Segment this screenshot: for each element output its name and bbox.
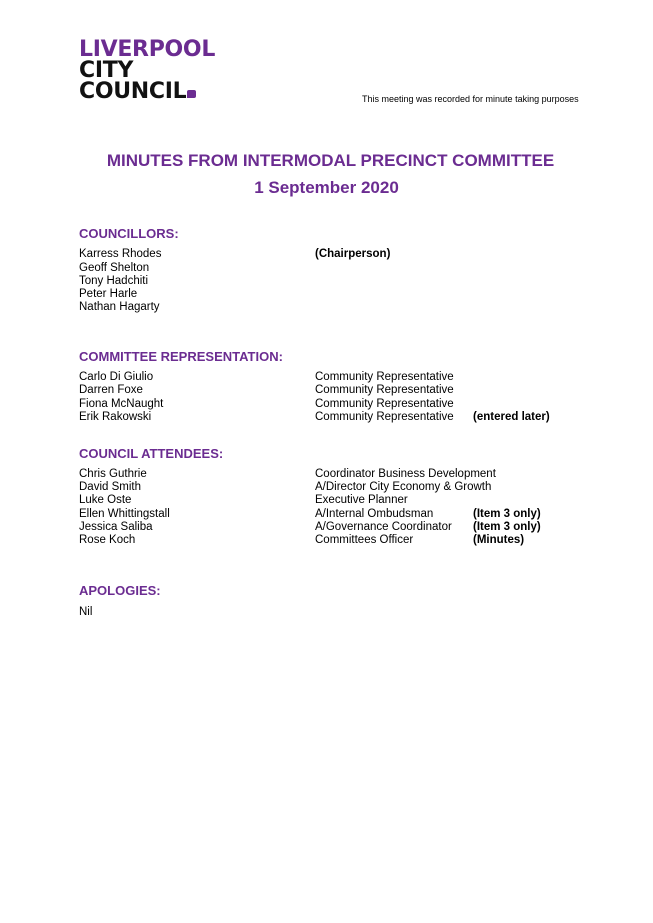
attendee-name: Tony Hadchiti: [79, 275, 149, 287]
attendee-name: Chris Guthrie: [79, 468, 147, 480]
attendee-role: Community Representative: [315, 371, 454, 383]
attendee-name: Fiona McNaught: [79, 398, 164, 410]
meeting-date: 1 September 2020: [254, 178, 399, 197]
attendee-role: Executive Planner: [315, 494, 408, 506]
attendee-name: Nathan Hagarty: [79, 301, 160, 313]
logo-line-3-text: COUNCIL: [79, 79, 187, 104]
attendee-note: (Item 3 only): [473, 508, 541, 520]
councillors-heading: COUNCILLORS:: [79, 226, 179, 241]
attendee-role: A/Governance Coordinator: [315, 521, 452, 533]
document-title: MINUTES FROM INTERMODAL PRECINCT COMMITTEE: [106, 151, 555, 170]
attendee-note: (Item 3 only): [473, 521, 541, 533]
attendee-name: Jessica Saliba: [79, 521, 153, 533]
attendee-name: Erik Rakowski: [79, 411, 152, 423]
attendee-name: Peter Harle: [79, 288, 138, 300]
attendee-role: Committees Officer: [315, 534, 414, 546]
attendee-note: (Minutes): [473, 534, 525, 546]
attendee-role: Community Representative: [315, 398, 454, 410]
attendee-name: Karress Rhodes: [79, 248, 162, 260]
attendee-name: Luke Oste: [79, 494, 132, 506]
committee-representation-heading: COMMITTEE REPRESENTATION:: [79, 349, 283, 364]
attendee-name: Geoff Shelton: [79, 262, 150, 274]
attendee-role: Coordinator Business Development: [315, 468, 496, 480]
attendee-note: (Chairperson): [315, 248, 391, 260]
council-attendees-heading: COUNCIL ATTENDEES:: [79, 446, 224, 461]
attendee-name: Darren Foxe: [79, 384, 143, 396]
attendee-name: Rose Koch: [79, 534, 136, 546]
attendee-name: David Smith: [79, 481, 141, 493]
apologies-heading: APOLOGIES:: [79, 583, 161, 598]
logo-line-2: CITY: [79, 58, 134, 83]
apologies-text: Nil: [79, 606, 93, 618]
logo-speech-mark-icon: [187, 90, 196, 98]
council-logo: [79, 39, 215, 102]
attendee-role: Community Representative: [315, 384, 454, 396]
recording-note: This meeting was recorded for minute taking purposes: [362, 94, 579, 104]
attendee-note: (entered later): [473, 411, 550, 423]
attendee-name: Carlo Di Giulio: [79, 371, 154, 383]
attendee-role: A/Director City Economy & Growth: [315, 481, 492, 493]
attendee-name: Ellen Whittingstall: [79, 508, 170, 520]
attendee-role: A/Internal Ombudsman: [315, 508, 434, 520]
attendee-role: Community Representative: [315, 411, 454, 423]
logo-line-3: [79, 81, 215, 102]
logo-line-1: LIVERPOOL: [79, 37, 216, 62]
